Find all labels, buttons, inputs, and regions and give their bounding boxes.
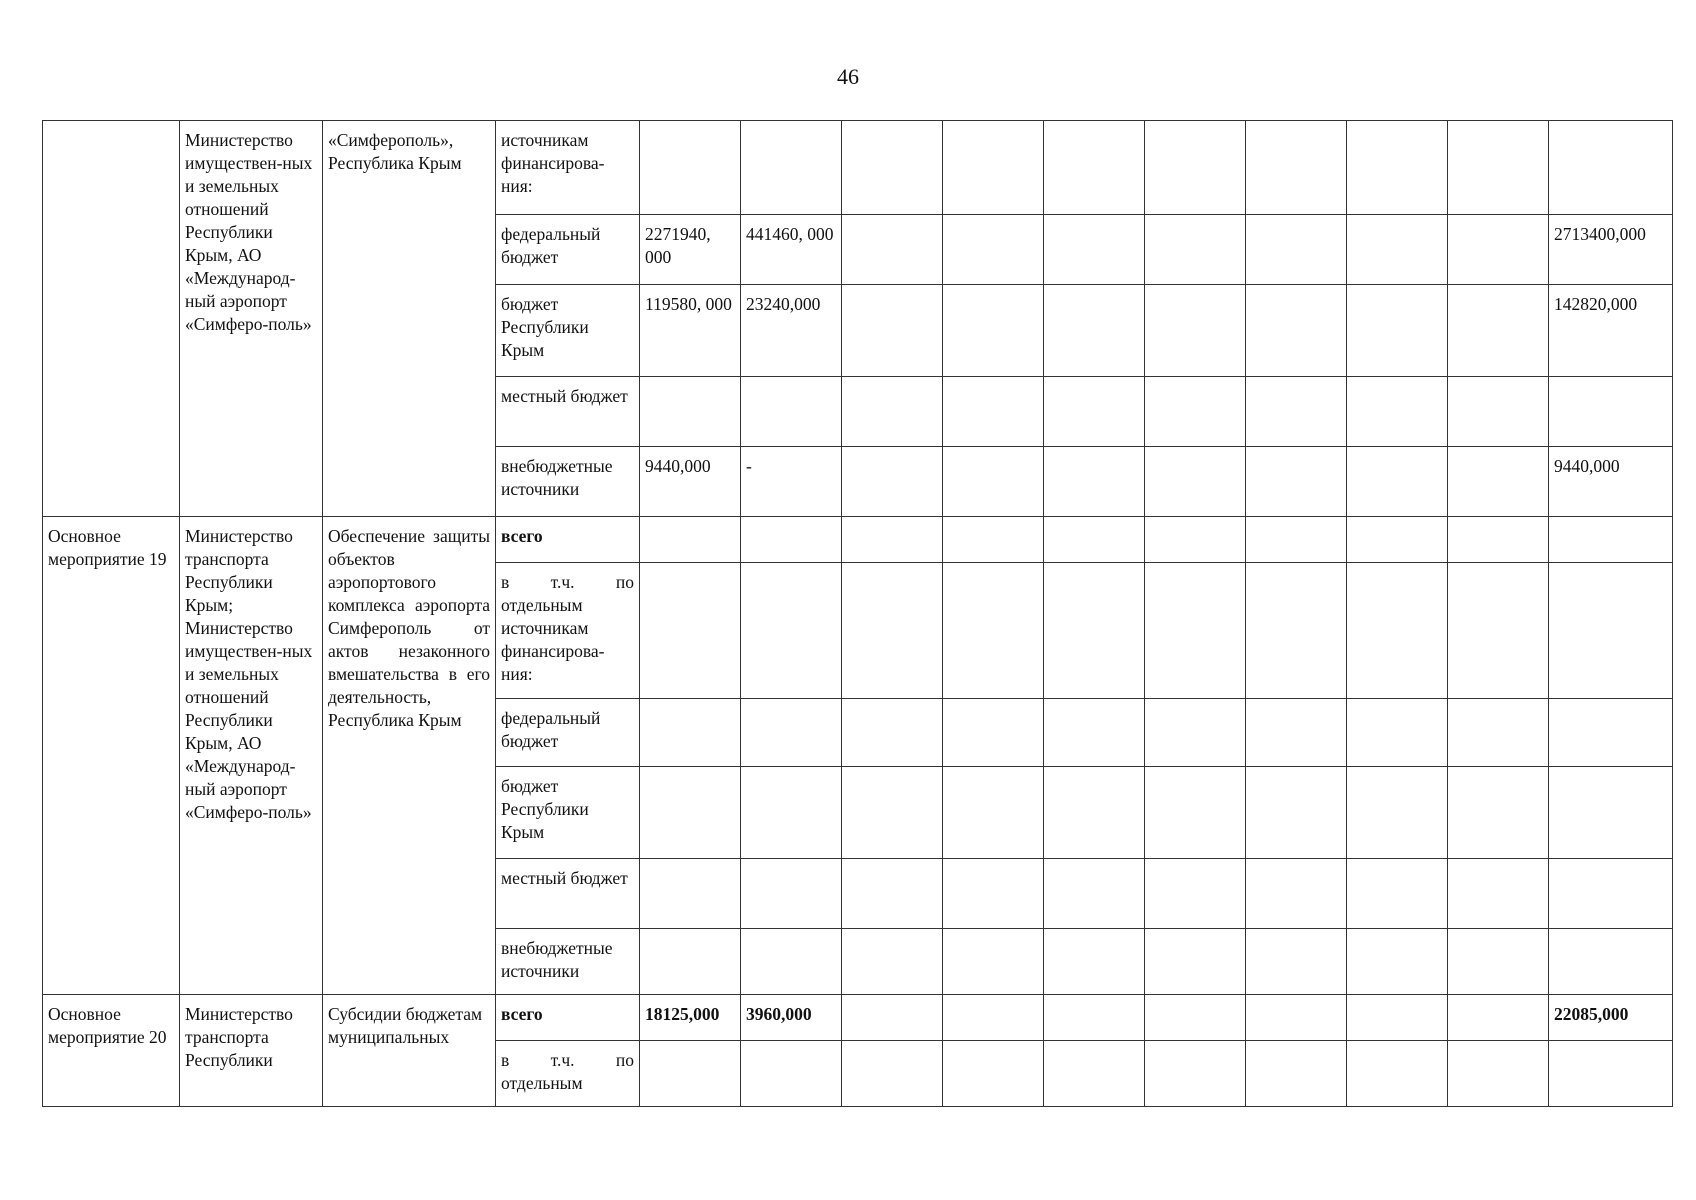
- total-cell: 22085,000: [1549, 995, 1673, 1041]
- event-title-cell: Субсидии бюджетам муниципальных: [323, 995, 496, 1107]
- executor-cell: Министерство транспорта Республики Крым; Министерство имуществен-ных и земельных отношений Республики Крым, АО «Международ-ный аэропорт «Симферо-поль»: [180, 517, 323, 995]
- source-label: внебюджетные источники: [496, 447, 640, 517]
- source-label: федеральный бюджет: [496, 699, 640, 767]
- total-label: всего: [496, 517, 640, 563]
- source-label: местный бюджет: [496, 859, 640, 929]
- value-cell: 2271940, 000: [640, 215, 741, 285]
- value-cell: 441460, 000: [741, 215, 842, 285]
- source-label: внебюджетные источники: [496, 929, 640, 995]
- executor-cell: Министерство транспорта Республики: [180, 995, 323, 1107]
- total-cell: 142820,000: [1549, 285, 1673, 377]
- table-row: [43, 517, 1673, 563]
- value-cell: -: [741, 447, 842, 517]
- financing-table: [42, 120, 1673, 1107]
- event-cell: Основное мероприятие 20: [43, 995, 180, 1107]
- source-label: в т.ч. по отдельным источникам финансирова-ния:: [496, 563, 640, 699]
- source-label: бюджет Республики Крым: [496, 767, 640, 859]
- table-row: [43, 995, 1673, 1041]
- executor-cell: Министерство имуществен-ных и земельных отношений Республики Крым, АО «Международ-ный аэропорт «Симферо-поль»: [180, 121, 323, 517]
- event-cell: Основное мероприятие 19: [43, 517, 180, 995]
- value-cell: 18125,000: [640, 995, 741, 1041]
- source-label: федеральный бюджет: [496, 215, 640, 285]
- total-cell: 2713400,000: [1549, 215, 1673, 285]
- total-cell: 9440,000: [1549, 447, 1673, 517]
- total-label: всего: [496, 995, 640, 1041]
- source-label: в т.ч. по отдельным: [496, 1041, 640, 1107]
- event-title-cell: «Симферополь», Республика Крым: [323, 121, 496, 517]
- event-cell: [43, 121, 180, 517]
- value-cell: 23240,000: [741, 285, 842, 377]
- source-label: источникам финансирова-ния:: [496, 121, 640, 215]
- value-cell: 119580, 000: [640, 285, 741, 377]
- table-row: [43, 121, 1673, 215]
- source-label: бюджет Республики Крым: [496, 285, 640, 377]
- value-cell: 3960,000: [741, 995, 842, 1041]
- event-title-cell: Обеспечение защиты объектов аэропортового комплекса аэропорта Симферополь от актов незаконного вмешательства в его деятельность, Республика Крым: [323, 517, 496, 995]
- page-number: 46: [837, 64, 859, 89]
- value-cell: 9440,000: [640, 447, 741, 517]
- source-label: местный бюджет: [496, 377, 640, 447]
